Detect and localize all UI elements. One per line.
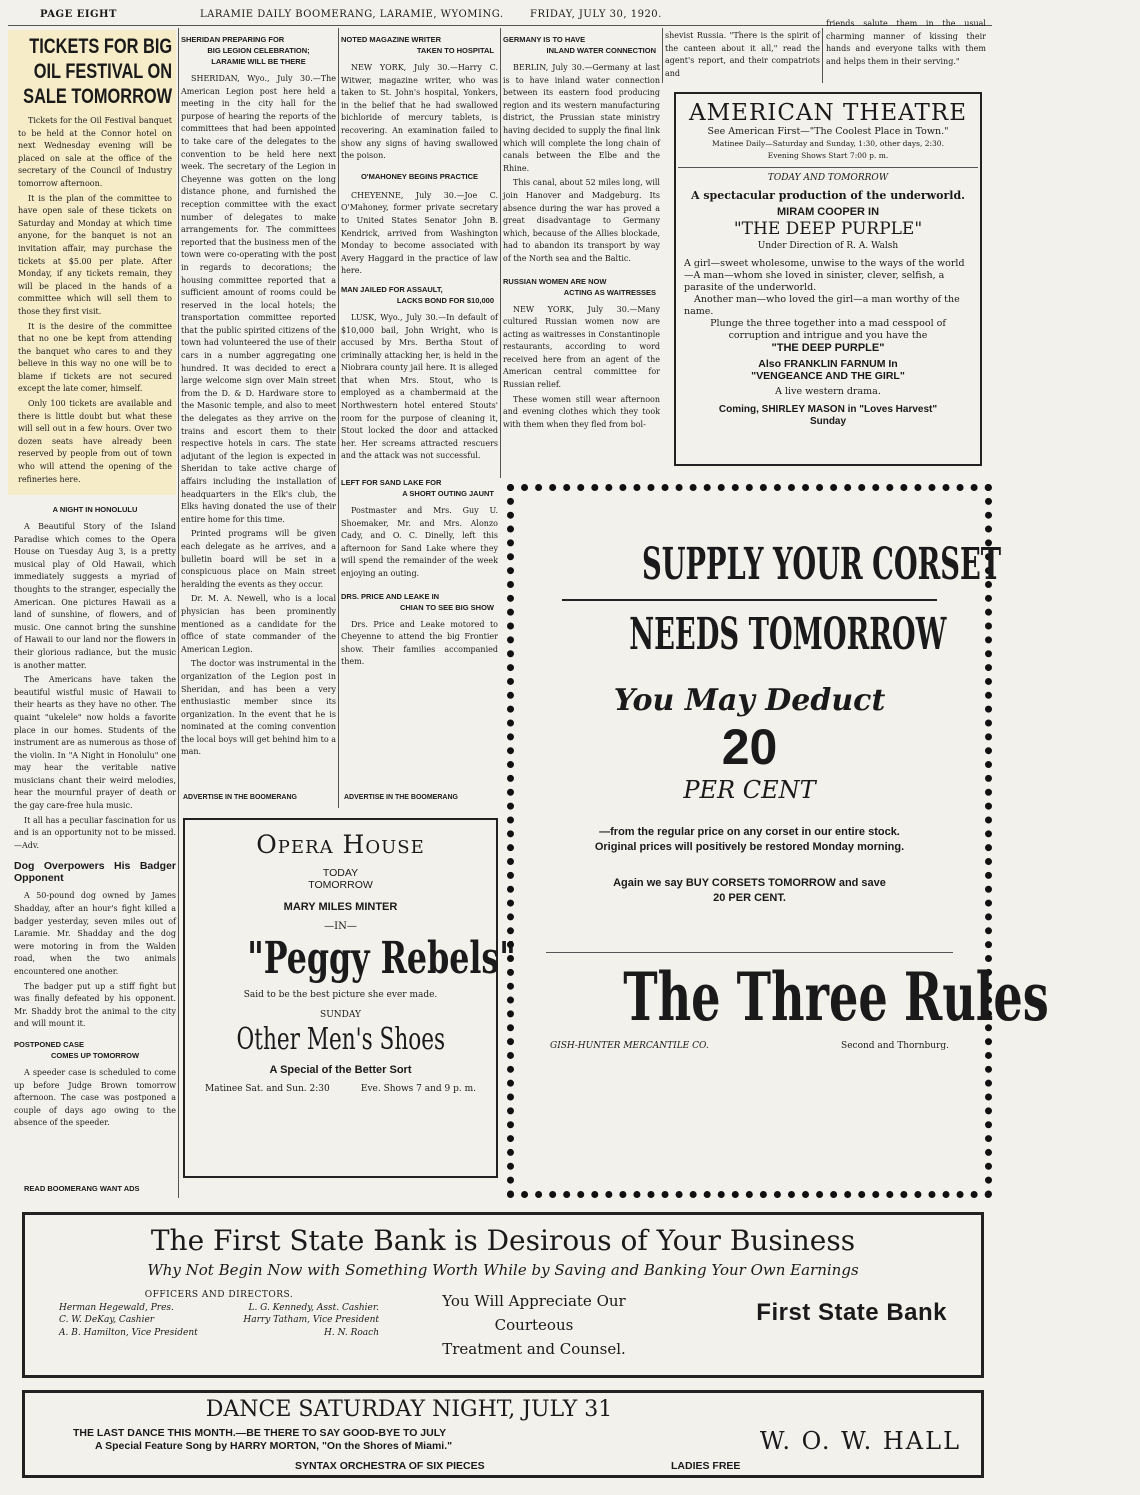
theatre-vengeance: "VENGEANCE AND THE GIRL" <box>751 370 905 382</box>
bank-officer: L. G. Kennedy, Asst. Cashier. <box>248 1302 379 1313</box>
postponed-headline-2: COMES UP TOMORROW <box>50 1050 140 1060</box>
issue-date: FRIDAY, JULY 30, 1920. <box>530 9 662 20</box>
jailed-headline-2: LACKS BOND FOR $10,000 <box>396 295 494 305</box>
bank-subline: Why Not Begin Now with Something Worth While by Saving and Banking Your Own Earnings <box>147 1261 859 1279</box>
opera-in: —IN— <box>324 921 357 932</box>
russian-paragraph: These women still wear afternoon and evening clothes which they took with them when they fled from bol- <box>503 394 660 429</box>
column-6 <box>826 18 986 83</box>
theatre-title-2: "THE DEEP PURPLE" <box>771 342 885 354</box>
dance-ladies: LADIES FREE <box>671 1460 741 1472</box>
corset-save: 20 PER CENT. <box>713 892 786 904</box>
dog-paragraph: A 50-pound dog owned by James Shadday, after an hour's fight killed a badger yesterday, seven miles out of Laramie. Mr. Shadday and the dog were motoring in from the Walden road, when the two animals encountered one another. <box>14 891 176 976</box>
dance-headline: DANCE SATURDAY NIGHT, JULY 31 <box>205 1397 613 1422</box>
corset-line-2: NEEDS TOMORROW <box>629 609 947 660</box>
theatre-name: AMERICAN THEATRE <box>689 100 967 126</box>
opera-title: "Peggy Rebels" <box>247 933 516 984</box>
column-5 <box>665 30 820 85</box>
bank-officer: Harry Tatham, Vice President <box>243 1315 379 1325</box>
theatre-star: MIRAM COOPER IN <box>776 206 880 218</box>
advertise-footer: ADVERTISE IN THE BOOMERANG <box>183 794 297 801</box>
column-rule <box>822 28 823 83</box>
corset-line-1: SUPPLY YOUR CORSET <box>642 539 1002 590</box>
theatre-coming: Coming, SHIRLEY MASON in "Loves Harvest" <box>718 404 938 415</box>
dance-line-2: A Special Feature Song by HARRY MORTON, "On the Shores of Miami." <box>95 1440 453 1452</box>
theatre-slogan: See American First—"The Coolest Place in Town." <box>707 126 949 137</box>
magazine-paragraph: NEW YORK, July 30.—Harry C. Witwer, magazine writer, who was taken to St. John's hospital, Yonkers, in the belief that he had swallowed bichloride of mercury tablets, is recovering. An examination failed to show any signs of having swallowed the poison. <box>341 63 498 161</box>
column-rule <box>662 28 663 83</box>
tickets-paragraph: It is the desire of the committee that no one be kept from attending the banquet who cares to and they believe in this way no one will be to blame if tickets are not secured except the late comer, himself. <box>18 321 172 394</box>
bank-officer: Herman Hegewald, Pres. <box>59 1302 174 1313</box>
paper-name: LARAMIE DAILY BOOMERANG, LARAMIE, WYOMING. <box>200 9 504 20</box>
russian-paragraph: NEW YORK, July 30.—Many cultured Russian women now are acting as waitresses in Constantinople restaurants, according to word received here from an agent of the American central committee for Russian relief. <box>503 304 660 390</box>
theatre-director: Under Direction of R. A. Walsh <box>757 241 899 251</box>
dog-paragraph: The badger put up a stiff fight but was finally defeated by his opponent. Mr. Shaddy brot the animal to the city and will mount it. <box>14 981 176 1029</box>
opera-sunday: SUNDAY <box>320 1010 361 1020</box>
opera-special: A Special of the Better Sort <box>269 1064 412 1076</box>
opera-star: MARY MILES MINTER <box>283 901 398 913</box>
theatre-sunday: Sunday <box>809 416 847 427</box>
corset-ad <box>507 484 1049 1198</box>
dance-ad <box>22 1390 984 1478</box>
tickets-headline: TICKETS FOR BIG OIL FESTIVAL ON SALE TOMORROW <box>23 35 173 108</box>
russian-continued-2: friends salute them in the usual charming manner of kissing their hands and everyone talks with them and helps them in their serving." <box>826 19 986 66</box>
tickets-paragraph: Only 100 tickets are available and there is little doubt but what these will sell out in a few hours. Over two dozen seats have already been reserved by people from out of town who will attend the opening of the refineries here. <box>18 399 172 484</box>
corset-company: GISH-HUNTER MERCANTILE CO. <box>550 1041 709 1051</box>
sheridan-paragraph: Printed programs will be given each delegate as he arrives, and a bulletin board will be set in a conspicuous place on Main street heralding the events as they occur. <box>181 529 336 589</box>
theatre-desc-3: Plunge the three together into a mad cesspool of corruption and intrigue and you have the <box>710 318 946 341</box>
bank-name: First State Bank <box>756 1299 947 1326</box>
dance-line-3: SYNTAX ORCHESTRA OF SIX PIECES <box>295 1460 485 1472</box>
germany-headline-1: GERMANY IS TO HAVE <box>503 35 586 44</box>
omahoney-headline: O'MAHONEY BEGINS PRACTICE <box>360 171 479 181</box>
bank-officer: A. B. Hamilton, Vice President <box>59 1327 198 1338</box>
drs-headline-2: CHIAN TO SEE BIG SHOW <box>399 602 494 612</box>
germany-paragraph: This canal, about 52 miles long, will join Hanover and Madgeburg. Its absence during the war has proved a great disadvantage to Germany which, because of the Allies blockade, had to abandon its transport by way of the North sea and the Baltic. <box>503 178 660 263</box>
tickets-article <box>8 30 176 495</box>
sheridan-headline-1: SHERIDAN PREPARING FOR <box>181 35 285 44</box>
advertise-footer: ADVERTISE IN THE BOOMERANG <box>344 794 458 801</box>
bank-headline: The First State Bank is Desirous of Your Business <box>150 1224 856 1257</box>
jailed-paragraph: LUSK, Wyo., July 30.—In default of $10,000 bail, John Wright, who is accused by Mrs. Bertha Stout of criminally attacking her, is held in the Niobrara county jail here. It is alleged that when Mrs. Stout, who is employed as a chambermaid at the Northwestern hotel entered Stouts' room for the purpose of cleaning it, Stout locked the door and attacked her. Her screams attracted rescuers and the attack was not successful. <box>341 312 498 461</box>
bank-officer: C. W. DeKay, Cashier <box>59 1315 155 1325</box>
sheridan-paragraph: The doctor was instrumental in the organization of the Legion post in Sheridan, and has been a very enthusiastic member since its organization. In the event that he is nominated at the coming convention the local boys will get behind him to a man. <box>181 659 336 757</box>
bank-appreciate-1: You Will Appreciate Our Courteous <box>442 1292 626 1334</box>
corset-deduct: You May Deduct <box>613 683 886 718</box>
column-rule <box>178 28 179 1198</box>
magazine-headline-2: TAKEN TO HOSPITAL <box>416 46 494 55</box>
russian-headline-2: ACTING AS WAITRESSES <box>563 287 656 297</box>
tickets-paragraph: Tickets for the Oil Festival banquet to be held at the Connor hotel on next Wednesday evening will be placed on sale at the office of the secretary of the Council of Industry tomorrow afternoon. <box>18 116 172 188</box>
sandlake-paragraph: Postmaster and Mrs. Guy U. Shoemaker, Mr. and Mrs. Alonzo Cady, and O. C. Dinelly, left this afternoon for Sand Lake where they will spend the remainder of the week enjoying an outing. <box>341 506 498 578</box>
column-3 <box>341 30 498 795</box>
column-rule <box>338 28 339 808</box>
sandlake-headline-2: A SHORT OUTING JAUNT <box>402 489 494 499</box>
opera-house-ad <box>183 818 516 1178</box>
opera-name: Opera House <box>256 830 425 859</box>
theatre-western: A live western drama. <box>775 386 881 397</box>
theatre-spectacular: A spectacular production of the underworld. <box>690 189 965 202</box>
postponed-headline-1: POSTPONED CASE <box>14 1039 85 1049</box>
corset-again: Again we say BUY CORSETS TOMORROW and save <box>613 877 886 889</box>
column-rule <box>500 28 501 478</box>
dance-line-1: THE LAST DANCE THIS MONTH.—BE THERE TO SAY GOOD-BYE TO JULY <box>73 1427 447 1439</box>
sheridan-article <box>181 30 336 795</box>
magazine-headline-1: NOTED MAGAZINE WRITER <box>341 35 441 44</box>
tickets-paragraph: It is the plan of the committee to have open sale of these tickets on Saturday and Monday at which time anyone, for the banquet is not an invitation affair, may purchase the tickets at $5.00 per plate. After Monday, if any tickets remain, they will be placed in the hands of a committee which will sell them to those they first visit. <box>18 193 172 316</box>
opera-best: Said to be the best picture she ever made. <box>243 990 438 1000</box>
column-4 <box>503 30 660 480</box>
bank-officers-head: OFFICERS AND DIRECTORS. <box>144 1290 294 1300</box>
opera-today: TODAY <box>322 867 359 879</box>
postponed-paragraph: A speeder case is scheduled to come up before Judge Brown tomorrow afternoon. The case was postponed a couple of days ago owing to the absence of the speeder. <box>14 1067 176 1128</box>
corset-regular: —from the regular price on any corset in our entire stock. <box>599 826 900 838</box>
theatre-title: "THE DEEP PURPLE" <box>733 219 923 239</box>
opera-matinee: Matinee Sat. and Sun. 2:30 <box>205 1084 330 1094</box>
drs-headline-1: DRS. PRICE AND LEAKE IN <box>341 591 440 601</box>
honolulu-paragraph: It all has a peculiar fascination for us and is an opportunity not to be missed.—Adv. <box>14 815 176 850</box>
germany-headline-2: INLAND WATER CONNECTION <box>546 46 656 55</box>
corset-restored: Original prices will positively be restored Monday morning. <box>594 841 905 853</box>
germany-paragraph: BERLIN, July 30.—Germany at last is to have inland water connection between its eastern food producing region and its western manufacturing district, the Prussian state ministry having decided to supply the final link which will complete the long chain of canals between the Elbe and the Rhine. <box>503 63 660 173</box>
theatre-matinee: Matinee Daily—Saturday and Sunday, 1:30, other days, 2:30. <box>712 139 944 148</box>
theatre-desc-2: Another man—who loved the girl—a man worthy of the name. <box>684 294 960 317</box>
sheridan-paragraph: SHERIDAN, Wyo., July 30.—The American Legion post here held a meeting in the city hall for the purpose of hearing the reports of the committees that had been appointed to take care of the delegates to the convention to be held here next week. The secretary of the Legion in Cheyenne was gotten on the long distance phone, and furnished the reception committee with the exact number of delegates to make arrangements for. The committees reported that the business men of the town were co-operating with the post in regards to decorations; the housing committee reported that a sufficient amount of rooms could be reserved in the local hotels; the transportation committee reported that the public spirited citizens of the town had volunteered the use of their cars in a number aggregating one hundred. It was decided to erect a large welcome sign over Main street from the D. & D. Hardware store to the Masonic temple, and also to meet the delegates as they arrive on the trains and escort them to their respective hotels in cars. The state adjutant of the legion is expected in Sheridan to take active charge of affairs including the installation of headquarters in the Elk's club, the Elks having donated the use of their entire home for this time. <box>181 74 336 524</box>
opera-evening: Eve. Shows 7 and 9 p. m. <box>360 1084 476 1094</box>
theatre-desc-1: A girl—sweet wholesome, unwise to the ways of the world—A man—whom she loved in sinister, clever, selfish, a parasite of the underworld. <box>684 258 965 293</box>
honolulu-headline: A NIGHT IN HONOLULU <box>52 505 138 514</box>
page-number: PAGE EIGHT <box>40 9 117 20</box>
drs-paragraph: Drs. Price and Leake motored to Cheyenne to attend the big Frontier show. Their families accompanied them. <box>341 619 498 667</box>
honolulu-paragraph: The Americans have taken the beautiful wistful music of Hawaii to their hearts as they have no other. The quaint "ukelele" now holds a favorite place in our homes. Students of the instrument are as numerous as those of the violin. In "A Night in Honolulu" one may hear the veritable native musicians chant their weird melodies, hear the mournful prayer of death or the gay care-free hula music. <box>14 675 176 811</box>
dog-headline: Dog Overpowers His Badger Opponent <box>14 860 176 885</box>
want-ads-footer: READ BOOMERANG WANT ADS <box>24 1184 140 1193</box>
sheridan-headline-3: LARAMIE WILL BE THERE <box>211 57 306 66</box>
sheridan-paragraph: Dr. M. A. Newell, who is a local physician has been prominently mentioned as a candidate for the office of state commander of the American Legion. <box>181 594 336 654</box>
first-state-bank-ad <box>22 1212 984 1378</box>
theatre-also: Also FRANKLIN FARNUM In <box>758 358 898 370</box>
dance-hall: W. O. W. HALL <box>759 1427 961 1455</box>
sandlake-headline-1: LEFT FOR SAND LAKE FOR <box>341 478 442 488</box>
column-1-lower <box>14 500 176 1190</box>
bank-officer: H. N. Roach <box>324 1327 379 1338</box>
american-theatre-ad <box>674 92 982 466</box>
sheridan-headline-2: BIG LEGION CELEBRATION; <box>207 46 310 55</box>
opera-tomorrow: TOMORROW <box>308 879 373 891</box>
theatre-evening: Evening Shows Start 7:00 p. m. <box>767 151 889 160</box>
corset-address: Second and Thornburg. <box>841 1041 949 1051</box>
russian-headline-1: RUSSIAN WOMEN ARE NOW <box>503 276 607 286</box>
omahoney-paragraph: CHEYENNE, July 30.—Joe C. O'Mahoney, former private secretary to United States Senator John B. Kendrick, arrived from Washington Monday to become associated with Avery Haggard in the practice of law here. <box>341 190 498 276</box>
opera-title-2: Other Men's Shoes <box>236 1022 445 1057</box>
theatre-when: TODAY AND TOMORROW <box>767 173 889 183</box>
bank-appreciate-2: Treatment and Counsel. <box>442 1340 626 1358</box>
corset-rules: The Three Rules <box>623 958 1049 1036</box>
corset-percent: PER CENT <box>683 776 816 804</box>
corset-number: 20 <box>721 719 778 775</box>
russian-continued: shevist Russia. "There is the spirit of the canteen about it all," read the agent's report, and their compatriots and <box>665 31 820 78</box>
honolulu-paragraph: A Beautiful Story of the Island Paradise which comes to the Opera House on Tuesday Aug 3, is a pretty musical play of Old Hawaii, which immediately suggests a myriad of thoughts to the stranger, especially the American. One pictures Hawaii as a land of sunshine, of flowers, and of music. One cannot bring the sunshine of Hawaii to our land nor the flowers in their glorious radiance, but the music is another matter. <box>14 522 176 670</box>
jailed-headline-1: MAN JAILED FOR ASSAULT, <box>341 284 443 294</box>
